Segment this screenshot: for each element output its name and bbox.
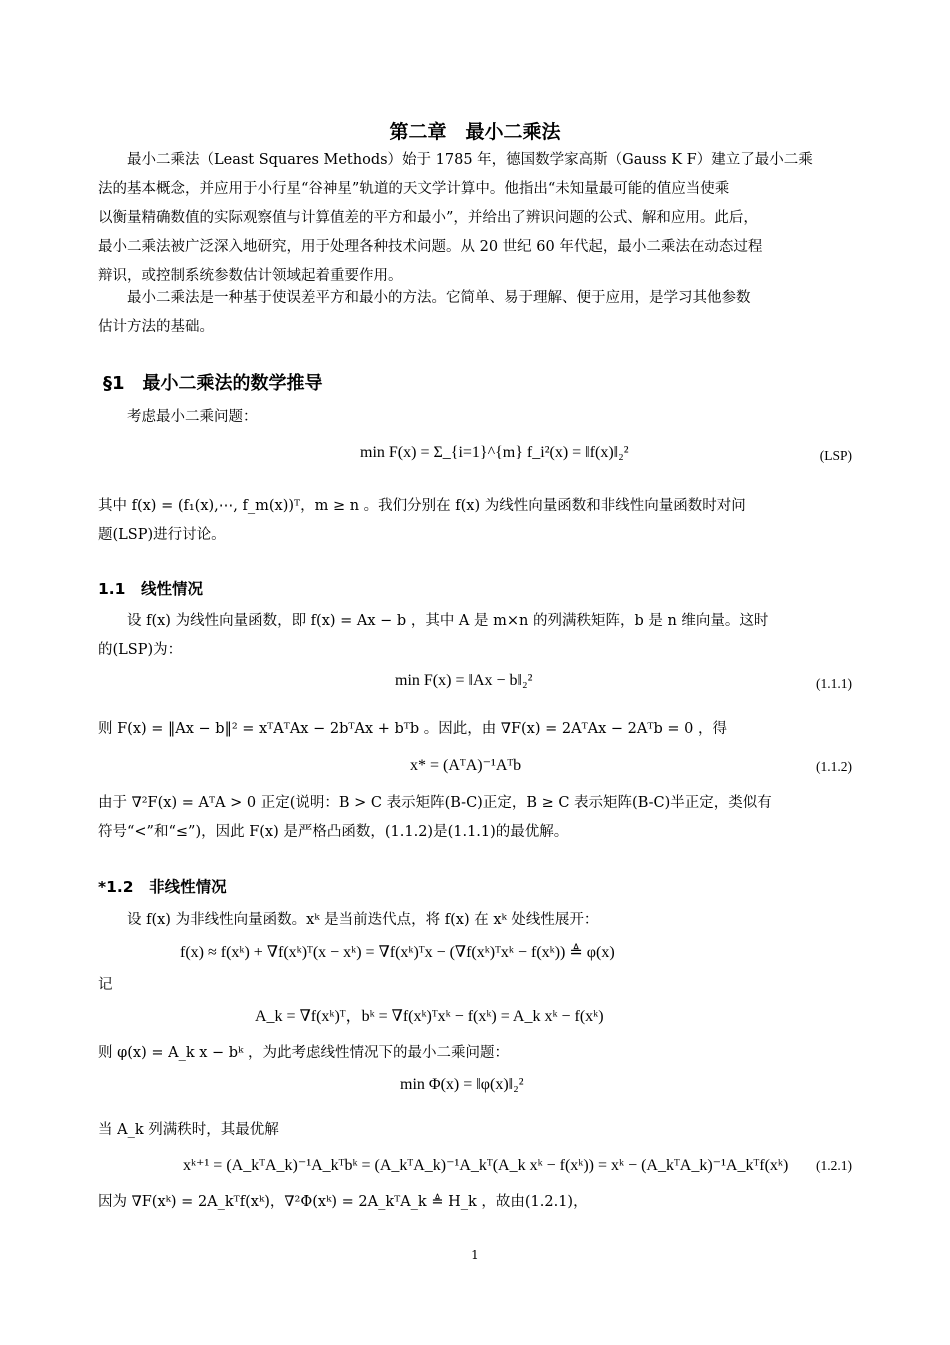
subsection-1-2-heading: *1.2 非线性情况 bbox=[98, 878, 227, 896]
subsection-1-1-then-line: 则 F(x) = ‖Ax − b‖² = xᵀAᵀAx − 2bᵀAx + bᵀb 。因此，由 ∇F(x) = 2AᵀAx − 2Aᵀb = 0 ，得 bbox=[98, 721, 727, 737]
subsection-1-2-then-line: 则 φ(x) = A_k x − bᵏ ，为此考虑线性情况下的最小二乘问题： bbox=[98, 1045, 509, 1061]
equation-1-1-2-tag: (1.1.2) bbox=[816, 759, 852, 774]
equation-lsp: min F(x) = Σ_{i=1}^{m} f_i²(x) = ‖f(x)‖₂² bbox=[360, 444, 629, 461]
section-1-heading: §1 最小二乘法的数学推导 bbox=[103, 373, 323, 394]
intro-p1-line: 法的基本概念，并应用于小行星“谷神星”轨道的天文学计算中。他指出“未知量最可能的值应当使乘 bbox=[98, 181, 730, 197]
subsection-1-2-line-1: 设 f(x) 为非线性向量函数。xᵏ 是当前迭代点，将 f(x) 在 xᵏ 处线性展开： bbox=[98, 912, 599, 928]
equation-1-1-2: x* = (AᵀA)⁻¹Aᵀb bbox=[410, 757, 522, 774]
page-number: 1 bbox=[471, 1248, 479, 1262]
equation-lsp-tag: (LSP) bbox=[819, 448, 852, 463]
intro-p1-line: 最小二乘法被广泛深入地研究，用于处理各种技术问题。从 20 世纪 60 年代起，最小二乘法在动态过程 bbox=[98, 239, 763, 255]
equation-1-2-1-tag: (1.2.1) bbox=[816, 1158, 852, 1173]
section-1-consider: 考虑最小二乘问题： bbox=[98, 409, 258, 425]
section-1-where-line-1: 其中 f(x) = (f₁(x),⋯, f_m(x))ᵀ，m ≥ n 。我们分别在 f(x) 为线性向量函数和非线性向量函数时对问 bbox=[98, 498, 746, 514]
equation-definitions: A_k = ∇f(xᵏ)ᵀ，bᵏ = ∇f(xᵏ)ᵀxᵏ − f(xᵏ) = A_k xᵏ − f(xᵏ) bbox=[255, 1008, 604, 1025]
intro-p2-line: 估计方法的基础。 bbox=[98, 319, 214, 335]
intro-paragraph-1 bbox=[98, 146, 858, 291]
equation-1-1-1: min F(x) = ‖Ax − b‖₂² bbox=[395, 672, 533, 689]
intro-p1-line: 辩识，或控制系统参数估计领域起着重要作用。 bbox=[98, 268, 403, 284]
equation-min-phi: min Φ(x) = ‖φ(x)‖₂² bbox=[400, 1076, 524, 1093]
equation-1-2-1: xᵏ⁺¹ = (A_kᵀA_k)⁻¹A_kᵀbᵏ = (A_kᵀA_k)⁻¹A_kᵀ(A_k xᵏ − f(xᵏ)) = xᵏ − (A_kᵀA_k)⁻¹A_kᵀf(xᵏ) bbox=[183, 1157, 789, 1174]
subsection-1-1-line-2: 的(LSP)为： bbox=[98, 642, 183, 658]
section-1-where-line-2: 题(LSP)进行讨论。 bbox=[98, 527, 226, 543]
subsection-1-1-since-line-1: 由于 ∇²F(x) = AᵀA > 0 正定(说明：B > C 表示矩阵(B-C)正定，B ≥ C 表示矩阵(B-C)半正定，类似有 bbox=[98, 795, 772, 811]
equation-1-1-1-tag: (1.1.1) bbox=[816, 676, 852, 691]
equation-linear-expansion: f(x) ≈ f(xᵏ) + ∇f(xᵏ)ᵀ(x − xᵏ) = ∇f(xᵏ)ᵀx − (∇f(xᵏ)ᵀxᵏ − f(xᵏ)) ≜ φ(x) bbox=[180, 944, 615, 961]
chapter-title: 第二章 最小二乘法 bbox=[389, 121, 561, 143]
subsection-1-2-full-rank-line: 当 A_k 列满秩时，其最优解 bbox=[98, 1122, 279, 1138]
subsection-1-2-note: 记 bbox=[98, 977, 113, 993]
intro-p2-line: 最小二乘法是一种基于使误差平方和最小的方法。它简单、易于理解、便于应用，是学习其他参数 bbox=[98, 290, 751, 306]
subsection-1-1-since-line-2: 符号“<”和“≤”)，因此 F(x) 是严格凸函数，(1.1.2)是(1.1.1)的最优解。 bbox=[98, 824, 569, 840]
intro-paragraph-2 bbox=[98, 284, 858, 342]
subsection-1-2-because-line: 因为 ∇F(xᵏ) = 2A_kᵀf(xᵏ)，∇²Φ(xᵏ) = 2A_kᵀA_k ≜ H_k ，故由(1.2.1)， bbox=[98, 1194, 588, 1210]
intro-p1-line: 最小二乘法（Least Squares Methods）始于 1785 年，德国数学家高斯（Gauss K F）建立了最小二乘 bbox=[98, 152, 813, 168]
subsection-1-1-heading: 1.1 线性情况 bbox=[98, 580, 203, 598]
intro-p1-line: 以衡量精确数值的实际观察值与计算值差的平方和最小”，并给出了辨识问题的公式、解和应用。此后， bbox=[98, 210, 758, 226]
subsection-1-1-line-1: 设 f(x) 为线性向量函数，即 f(x) = Ax − b ，其中 A 是 m×n 的列满秩矩阵，b 是 n 维向量。这时 bbox=[98, 613, 769, 629]
